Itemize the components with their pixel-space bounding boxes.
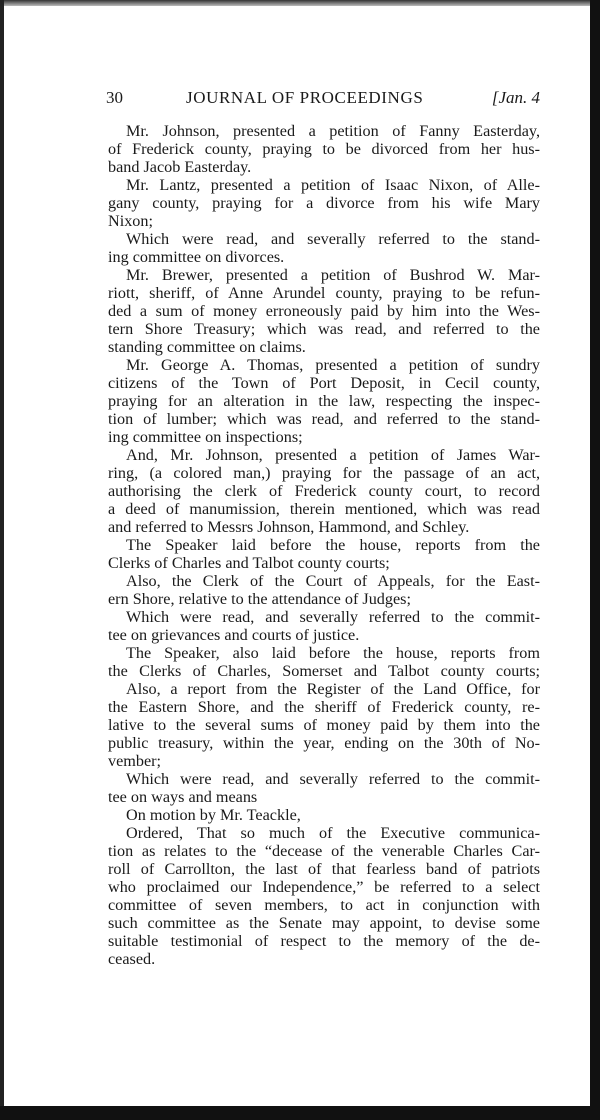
text-line: tion of lumber; which was read, and referred to the stand- — [108, 410, 540, 428]
text-line: of Frederick county, praying to be divorced from her hus- — [108, 140, 540, 158]
scan-edge-top — [0, 0, 600, 6]
text-line: and referred to Messrs Johnson, Hammond, and Schley. — [108, 518, 470, 536]
page-number: 30 — [106, 88, 123, 107]
text-line: roll of Carrollton, the last of that fearless band of patriots — [108, 860, 540, 878]
text-line: vember; — [108, 752, 162, 770]
text-line: ern Shore, relative to the attendance of Judges; — [108, 590, 411, 608]
text-line: ring, (a colored man,) praying for the passage of an act, — [108, 464, 540, 482]
text-line: who proclaimed our Independence,” be referred to a select — [108, 878, 540, 896]
text-line: tion as relates to the “decease of the venerable Charles Car- — [108, 842, 540, 860]
text-line: riott, sheriff, of Anne Arundel county, praying to be refun- — [108, 284, 540, 302]
text-line: such committee as the Senate may appoint, to devise some — [108, 914, 540, 932]
body-text — [108, 122, 540, 968]
text-line: Mr. Johnson, presented a petition of Fanny Easterday, — [126, 122, 540, 140]
text-line: ing committee on divorces. — [108, 248, 285, 266]
text-line: Which were read, and severally referred to the commit- — [126, 770, 540, 788]
text-line: tern Shore Treasury; which was read, and referred to the — [108, 320, 540, 338]
text-line: band Jacob Easterday. — [108, 158, 252, 176]
text-line: the Clerks of Charles, Somerset and Talbot county courts; — [108, 662, 540, 680]
text-line: The Speaker, also laid before the house, reports from — [126, 644, 540, 662]
text-line: gany county, praying for a divorce from his wife Mary — [108, 194, 540, 212]
text-line: suitable testimonial of respect to the memory of the de- — [108, 932, 540, 950]
text-line: lative to the several sums of money paid by them into the — [108, 716, 540, 734]
text-line: tee on grievances and courts of justice. — [108, 626, 360, 644]
text-line: Also, the Clerk of the Court of Appeals, for the East- — [126, 572, 540, 590]
text-line: ded a sum of money erroneously paid by him into the Wes- — [108, 302, 540, 320]
text-line: Mr. Lantz, presented a petition of Isaac Nixon, of Alle- — [126, 176, 540, 194]
text-line: Ordered, That so much of the Executive communica- — [126, 824, 540, 842]
text-line: And, Mr. Johnson, presented a petition of James War- — [126, 446, 540, 464]
scan-edge-right — [590, 0, 600, 1120]
text-line: tee on ways and means — [108, 788, 258, 806]
text-line: the Eastern Shore, and the sheriff of Frederick county, re- — [108, 698, 540, 716]
header-date: [Jan. 4 — [491, 88, 540, 107]
text-line: citizens of the Town of Port Deposit, in Cecil county, — [108, 374, 540, 392]
text-line: committee of seven members, to act in conjunction with — [108, 896, 540, 914]
text-line: ing committee on inspections; — [108, 428, 303, 446]
text-line: Mr. George A. Thomas, presented a petition of sundry — [126, 356, 540, 374]
scan-edge-left — [0, 0, 4, 1120]
text-line: standing committee on claims. — [108, 338, 306, 356]
text-line: On motion by Mr. Teackle, — [126, 806, 301, 824]
text-line: The Speaker laid before the house, reports from the — [126, 536, 540, 554]
text-line: authorising the clerk of Frederick county court, to record — [108, 482, 540, 500]
text-line: Which were read, and severally referred to the commit- — [126, 608, 540, 626]
text-line: Clerks of Charles and Talbot county courts; — [108, 554, 390, 572]
text-line: Nixon; — [108, 212, 153, 230]
page-title: JOURNAL OF PROCEEDINGS — [186, 88, 424, 107]
text-line: praying for an alteration in the law, respecting the inspec- — [108, 392, 540, 410]
text-line: ceased. — [108, 950, 156, 968]
running-header — [106, 88, 540, 110]
text-line: Mr. Brewer, presented a petition of Bushrod W. Mar- — [126, 266, 540, 284]
text-line: Which were read, and severally referred to the stand- — [126, 230, 540, 248]
text-line: a deed of manumission, therein mentioned, which was read — [108, 500, 540, 518]
text-line: public treasury, within the year, ending on the 30th of No- — [108, 734, 540, 752]
scan-edge-bottom — [0, 1106, 600, 1120]
text-line: Also, a report from the Register of the Land Office, for — [126, 680, 540, 698]
